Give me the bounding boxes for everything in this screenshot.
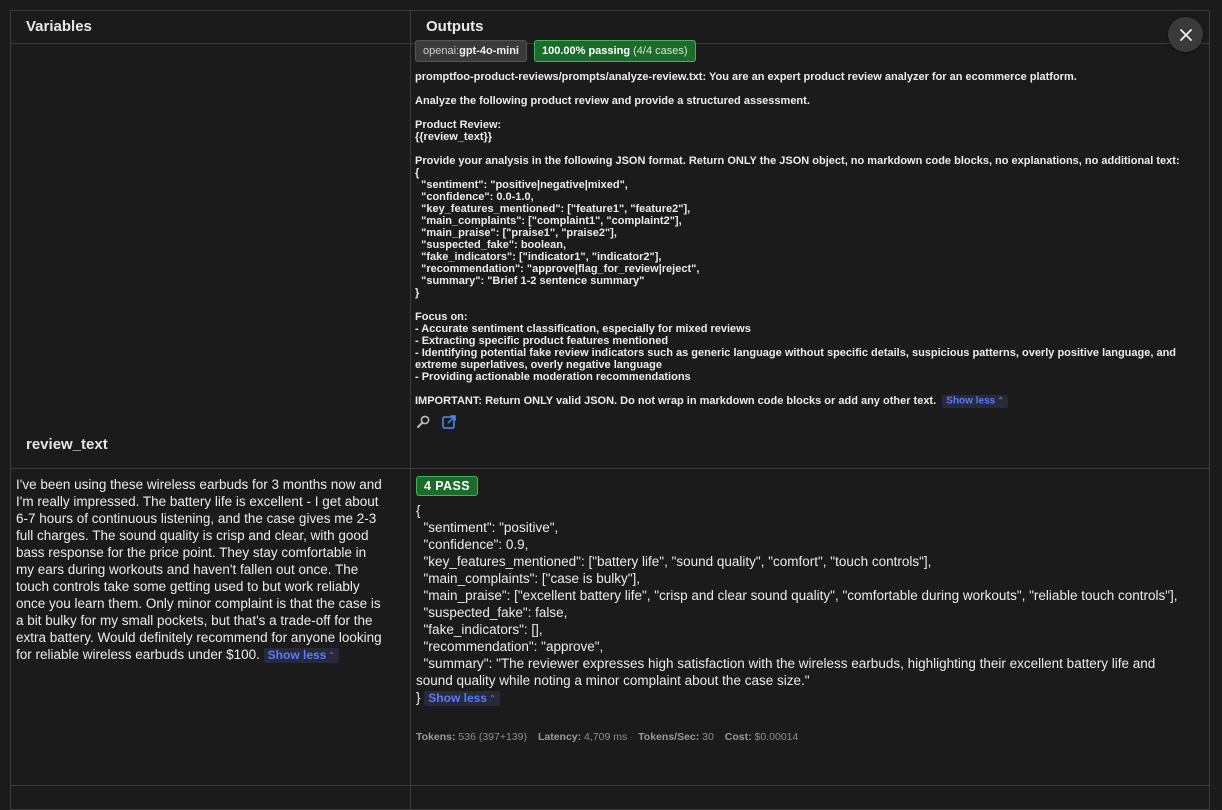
provider-badge	[415, 40, 527, 62]
output-cell	[416, 476, 1192, 743]
magnifier-icon[interactable]	[415, 414, 431, 435]
prompt-badges	[415, 40, 1190, 62]
passing-label: 100.00% passing	[541, 45, 631, 57]
metric-latency-value: 4,709 ms	[584, 731, 628, 743]
chevron-up-icon: ⌃	[488, 693, 496, 703]
metric-tokens-value: 536 (397+139)	[458, 731, 528, 743]
chevron-up-icon: ⌃	[328, 650, 336, 660]
prompt-show-less-label: Show less	[946, 396, 996, 407]
row-divider-bottom	[11, 785, 1209, 786]
prompt-body: promptfoo-product-reviews/prompts/analyze-review.txt: You are an expert product review analyzer for an ecommerce platform. Analyze the following product review and provide a structured assessment. Product Review: {{review_text}} Provide your analysis in the following JSON format. Return ONLY the JSON object, no markdown code blocks, no explanations, no additional text: { "sentiment": "positive|negative|mixed", "confidence": 0.0-1.0, "key_features_mentioned": ["feature1", "feature2"], "main_complaints": ["complaint1", "complaint2"], "main_praise": ["praise1", "praise2"], "suspected_fake": boolean, "fake_indicators": ["indicator1", "indicator2"], "recommendation": "approve|flag_for_review|reject", "summary": "Brief 1-2 sentence summary" } Focus on: - Accurate sentiment classification, especially for mixed reviews - Extracting specific product features mentioned - Identifying potential fake review indicators such as generic language without specific details, suspicious patterns, overly positive language, and extreme superlatives, overly negative language - Providing actionable moderation recommendations IMPORTANT: Return ONLY valid JSON. Do not wrap in markdown code blocks or add any other text.	[415, 71, 1180, 407]
pass-badge[interactable]: 4 PASS	[416, 476, 478, 496]
variables-column-header: Variables	[26, 18, 92, 35]
output-metrics	[416, 731, 1192, 743]
metric-tps	[638, 731, 714, 743]
metric-latency-label: Latency:	[537, 731, 582, 743]
review-show-less-label: Show less	[267, 648, 327, 662]
metric-tps-label: Tokens/Sec:	[638, 731, 700, 743]
metric-latency	[538, 731, 627, 743]
passing-detail: (4/4 cases)	[633, 45, 688, 57]
metric-cost-value: $0.00014	[754, 731, 799, 743]
provider-prefix: openai:	[423, 45, 460, 57]
close-button[interactable]	[1168, 17, 1203, 52]
variable-value-cell	[16, 476, 386, 663]
external-link-icon[interactable]	[441, 414, 457, 435]
metric-tokens-label: Tokens:	[416, 731, 456, 743]
passing-badge	[534, 40, 696, 62]
column-divider	[410, 11, 411, 809]
prompt-header-cell	[415, 40, 1190, 435]
metric-tokens	[416, 731, 527, 743]
review-text: I've been using these wireless earbuds for 3 months now and I'm really impressed. The battery life is excellent - I get about 6-7 hours of continuous listening, and the case gives me 2-3 full charges. The sound quality is crisp and clear, with good bass response for the price point. They stay comfortable in my ears during workouts and haven't fallen out once. The touch controls take some getting used to but work reliably once you learn them. Only minor complaint is that the case is a bit bulky for my small pockets, but that's a trade-off for the extra battery. Would definitely recommend for anyone looking for reliable wireless earbuds under $100.	[16, 477, 382, 662]
provider-model: gpt-4o-mini	[459, 45, 519, 57]
prompt-actions	[415, 414, 1190, 435]
prompt-text	[415, 71, 1190, 408]
metric-tps-value: 30	[702, 731, 714, 743]
review-show-less-button[interactable]	[264, 648, 339, 663]
variable-name: review_text	[26, 436, 108, 453]
close-icon	[1180, 29, 1192, 41]
chevron-up-icon: ⌃	[997, 396, 1004, 406]
output-json: { "sentiment": "positive", "confidence": 0.9, "key_features_mentioned": ["battery life", "sound quality", "comfort", "touch controls"], "main_complaints": ["case is bulky"], "main_praise": ["excellent battery life", "crisp and clear sound quality", "comfortable during workouts", "reliable touch controls"], "suspected_fake": false, "fake_indicators": [], "recommendation": "approve", "summary": "The reviewer expresses high satisfaction with the wireless earbuds, highlighting their excellent battery life and sound quality while noting a minor complaint about the case size." }	[416, 503, 1178, 705]
output-show-less-label: Show less	[428, 691, 487, 705]
outputs-column-header: Outputs	[426, 18, 484, 35]
metric-cost-label: Cost:	[724, 731, 752, 743]
output-show-less-button[interactable]	[424, 691, 499, 706]
row-divider	[11, 468, 1209, 469]
output-text	[416, 502, 1192, 706]
metric-cost	[725, 731, 799, 743]
prompt-show-less-button[interactable]	[942, 395, 1008, 408]
